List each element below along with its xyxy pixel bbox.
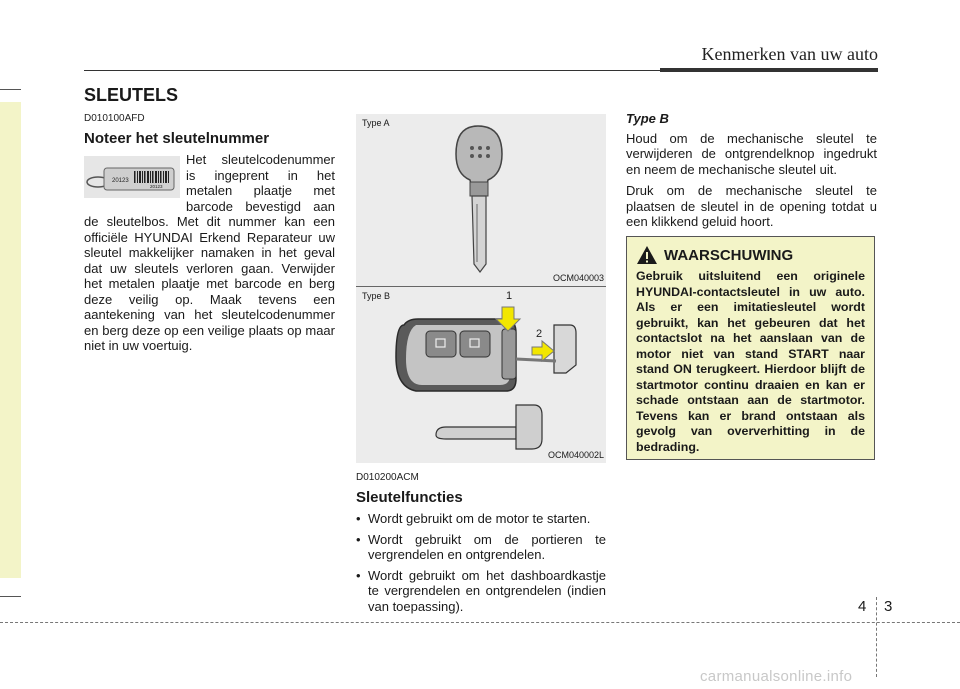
warning-text: Gebruik uitsluitend een originele HYUNDAI-contactsleutel in uw auto. Als er een imitatiesleutel wordt gebruikt, kan het gebeuren dat het contactslot na het aanslaan van de motor niet van stand START naar stand ON terugkeert. Hierdoor blijft de startmotor continu draaien en kan er schade ontstaan aan de startmotor. Tevens kan er brand ontstaan als gevolg van oververhitting in de bedrading. [636, 269, 865, 454]
warning-header [636, 245, 865, 265]
watermark: carmanualsonline.info [700, 668, 853, 685]
footer-divider [876, 597, 877, 677]
tag-barcode-number: 20123 [150, 184, 163, 189]
type-b-paragraph-1: Houd om de mechanische sleutel te verwijderen de ontgrendelknop ingedrukt en neem de mechanische sleutel uit. [626, 130, 877, 177]
type-b-heading: Type B [626, 111, 669, 126]
warning-triangle-icon [636, 245, 658, 265]
crop-mark-bottom [0, 596, 21, 597]
key-number-heading: Noteer het sleutelnummer [84, 129, 270, 147]
type-b-paragraph-2: Druk om de mechanische sleutel te plaatsen de sleutel in de opening totdat u een klikkend geluid hoort. [626, 183, 877, 229]
key-functions-list [356, 511, 606, 614]
key-number-column [84, 111, 335, 354]
doc-code: D010100AFD [84, 113, 145, 124]
figure-type-b [356, 287, 606, 463]
figure-type-a-label: Type A [362, 118, 390, 128]
key-figures [356, 114, 606, 463]
barcode-tag-image [84, 156, 180, 198]
footer-rule [0, 622, 960, 623]
doc-code-functions: D010200ACM [356, 472, 419, 483]
key-number-body: Het sleutelcodenummer is ingeprent in het metalen plaatje met barcode bevestigd aan de sleutelbos. Met dit nummer kan een officiële HYUNDAI Erkend Reparateur uw sleutel makkelijker namaken in het geval dat uw sleutels verloren gaan. Verwijder het metalen plaatje met barcode en berg deze veilig op. Maak tevens een aantekening van het sleutelcodenummer en berg deze op een veilige plaats op maar niet in uw voertuig. [84, 152, 335, 353]
warning-title: WAARSCHUWING [664, 246, 794, 264]
header-rule-bold [660, 68, 878, 72]
key-type-b-icon [356, 287, 606, 463]
figure-type-b-label: Type B [362, 291, 391, 301]
key-functions-heading: Sleutelfuncties [356, 488, 463, 506]
chapter-title: Kenmerken van uw auto [701, 44, 878, 64]
callout-1: 1 [506, 290, 513, 302]
type-b-column [626, 111, 877, 236]
list-item: • Wordt gebruikt om de portieren te vergrendelen en ontgrendelen. [356, 532, 606, 563]
page-number: 3 [884, 598, 893, 615]
figure-type-b-code: OCM040002L [547, 450, 604, 460]
warning-box [626, 236, 875, 460]
crop-mark-top [0, 89, 21, 90]
tag-number-text: 20123 [112, 178, 129, 184]
chapter-sidebar-band [0, 102, 21, 578]
key-functions-section [356, 470, 606, 619]
figure-type-a [356, 114, 606, 286]
chapter-number: 4 [858, 598, 867, 615]
list-item: • Wordt gebruikt om de motor te starten. [356, 511, 606, 527]
callout-2: 2 [536, 328, 543, 340]
key-type-a-icon [356, 114, 606, 286]
list-item: • Wordt gebruikt om het dashboardkastje te vergrendelen en ontgrendelen (indien van toepassing). [356, 568, 606, 615]
section-title: SLEUTELS [84, 85, 179, 105]
figure-type-a-code: OCM040003 [552, 273, 604, 283]
